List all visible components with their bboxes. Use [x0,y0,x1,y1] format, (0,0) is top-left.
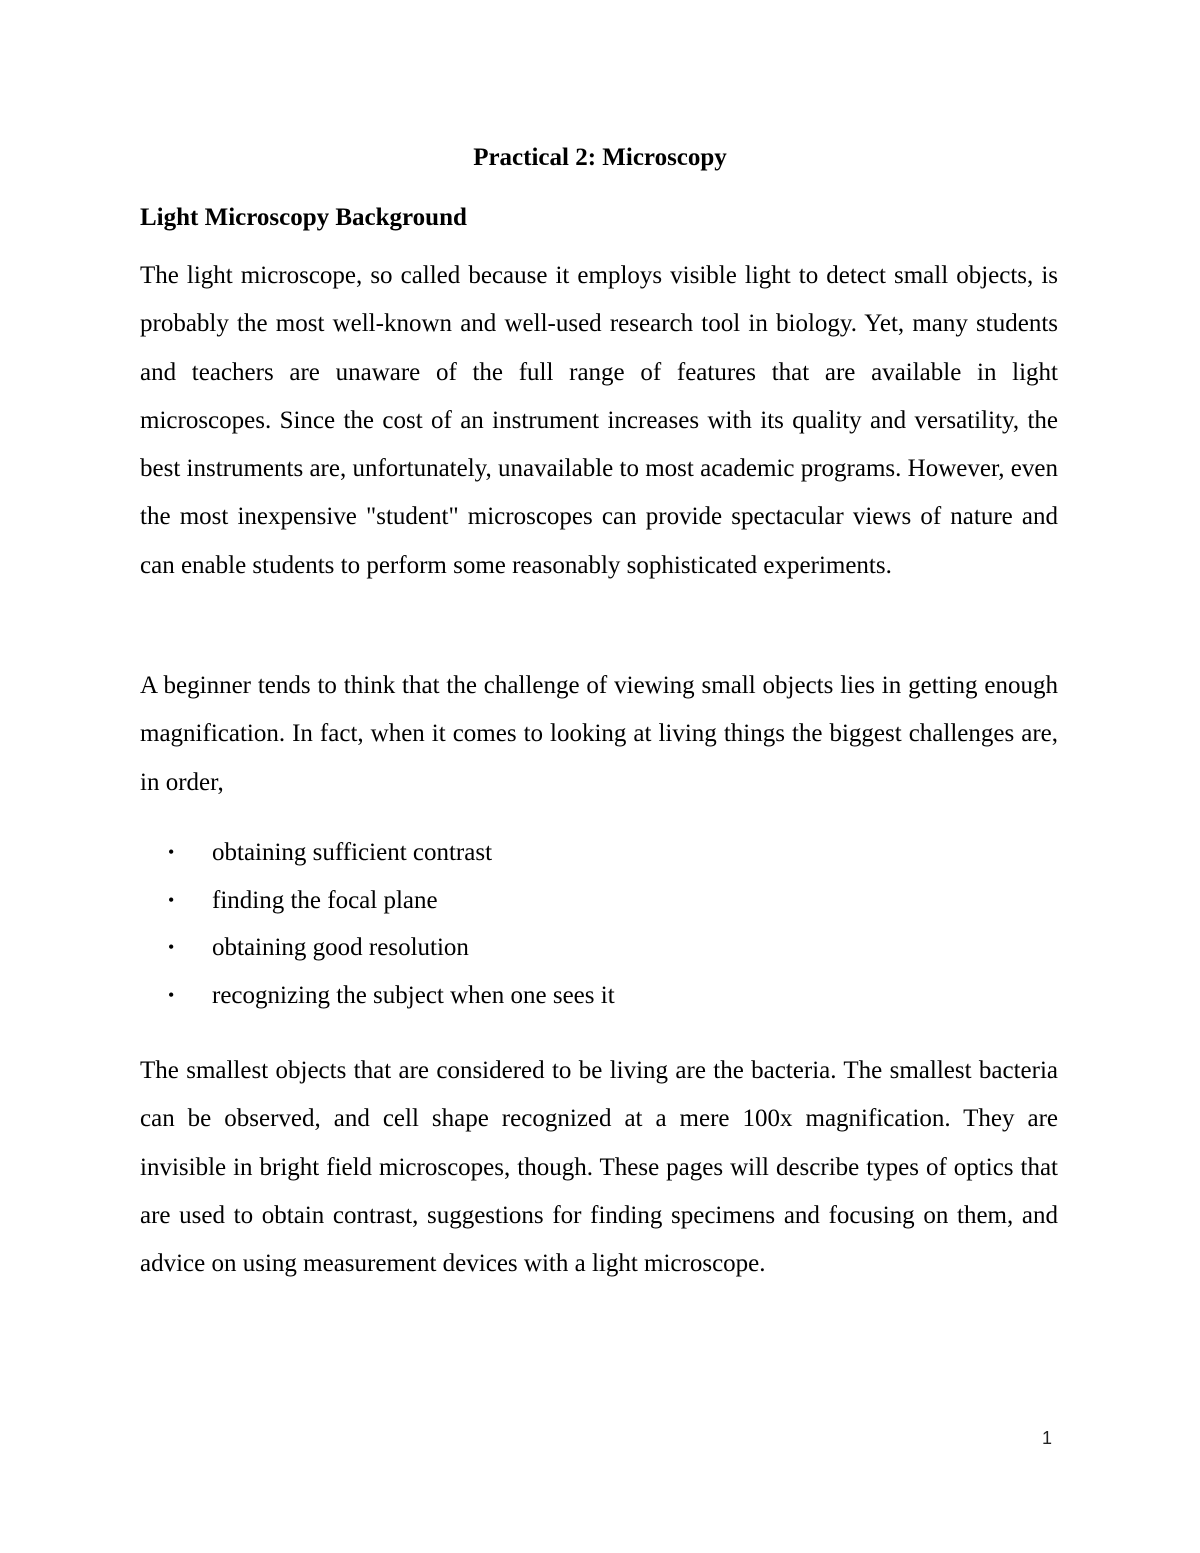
section-heading: Light Microscopy Background [140,204,467,231]
document-title: Practical 2: Microscopy [473,144,727,171]
paragraph-bacteria: The smallest objects that are considered to be living are the bacteria. The smallest bacteria can be observed, and cell shape recognized at a mere 100x magnification. They are invisible in bright field microscopes, though. These pages will describe types of optics that are used to obtain contrast, suggestions for finding specimens and focusing on them, and advice on using measurement devices with a light microscope. [140,1057,1058,1278]
list-item-text: finding the focal plane [212,886,438,914]
paragraph-intro: The light microscope, so called because it employs visible light to detect small objects, is probably the most well-known and well-used research tool in biology. Yet, many students and teachers are unaware of the full range of features that are available in light microscopes. Since the cost of an instrument increases with its quality and versatility, the best instruments are, unfortunately, unavailable to most academic programs. However, even the most inexpensive "student" microscopes can provide spectacular views of nature and can enable students to perform some reasonably sophisticated experiments. [140,262,1058,579]
challenges-list [140,829,1040,1019]
bullet-icon: • [168,937,175,957]
list-item [140,877,1040,925]
list-item [140,924,1040,972]
bullet-icon: • [168,889,175,910]
page-number: 1 [1042,1428,1053,1448]
bullet-icon: • [168,984,175,1005]
list-item-text: obtaining good resolution [212,934,469,961]
list-item [140,972,1040,1020]
list-item-text: recognizing the subject when one sees it [212,981,615,1009]
list-item-text: obtaining sufficient contrast [212,839,493,866]
paragraph-challenges: A beginner tends to think that the challenge of viewing small objects lies in getting enough magnification. In fact, when it comes to looking at living things the biggest challenges are, in order, [140,672,1058,796]
list-item [140,829,1040,877]
bullet-icon: • [168,842,175,862]
